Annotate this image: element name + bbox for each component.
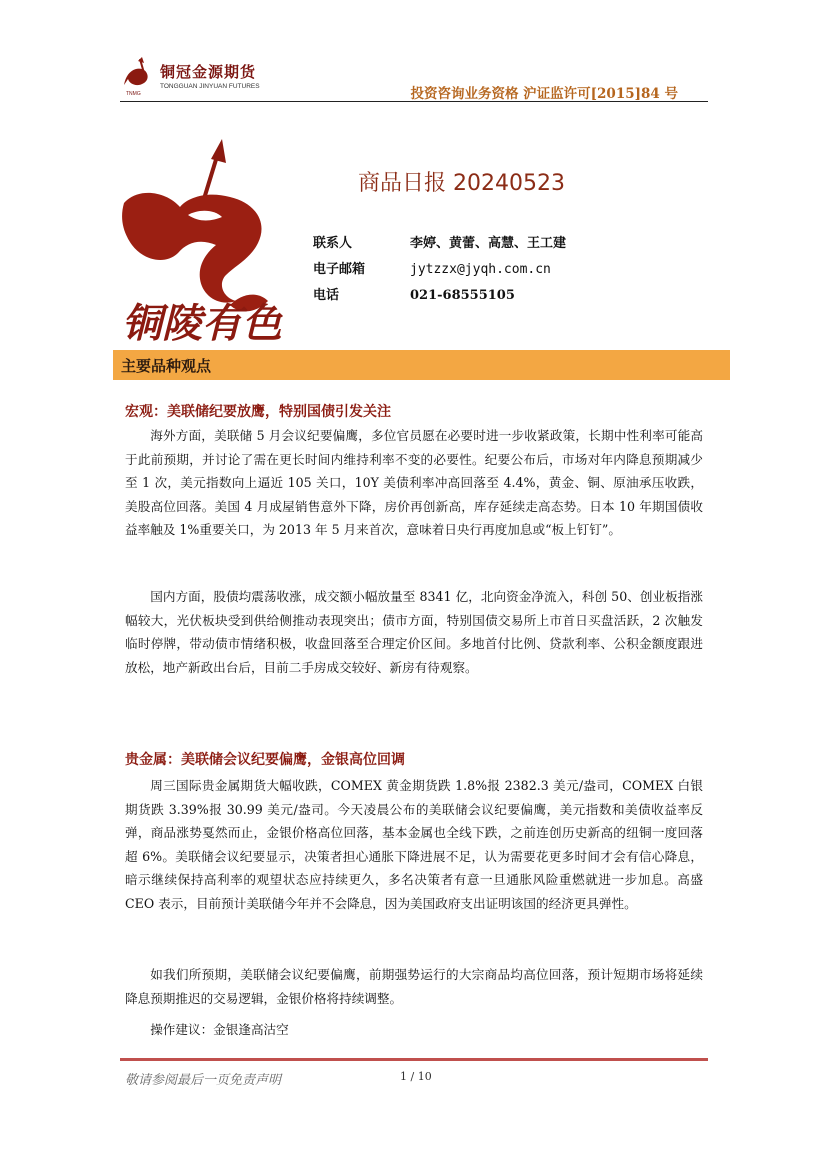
- license-text: 投资咨询业务资格 沪证监许可[2015]84 号: [410, 86, 678, 102]
- report-title: 商品日报 20240523: [358, 171, 565, 196]
- paragraph-macro-domestic: 国内方面，股债均震荡收涨，成交额小幅放量至 8341 亿，北向资金净流入，科创 50、创业板指涨幅较大，光伏板块受到供给侧推动表现突出；债市方面，特别国债交易所上市首日买盘活跃，2 次触发临时停牌，带动债市情绪积极，收盘回落至合理定价区间。多地首付比例、贷款利率、公积金额度跟进放松，地产新政出台后，目前二手房成交较好、新房有待观察。: [125, 589, 703, 675]
- paragraph-operation-advice: 操作建议：金银逢高沽空: [150, 1022, 289, 1037]
- company-abbr: TNMG: [126, 91, 141, 97]
- contact-person-label: 联系人: [313, 236, 353, 251]
- logo-mark-icon: [120, 55, 158, 95]
- page-number: 1 / 10: [400, 1070, 432, 1083]
- contact-person-value: 李婷、黄蕾、高慧、王工建: [410, 236, 567, 251]
- header-divider: [120, 101, 708, 102]
- contact-email-label: 电子邮箱: [313, 262, 366, 277]
- company-name-cn: 铜冠金源期货: [160, 63, 257, 81]
- banner-title: 主要品种观点: [121, 357, 212, 375]
- section-title-macro: 宏观：美联储纪要放鹰，特别国债引发关注: [125, 404, 391, 420]
- emblem-calligraphy: 铜陵有色: [122, 300, 282, 347]
- paragraph-precious-metals-outlook: 如我们所预期，美联储会议纪要偏鹰，前期强势运行的大宗商品均高位回落，预计短期市场将延续降息预期推迟的交易逻辑，金银价格将持续调整。: [125, 967, 703, 1006]
- company-name-en: TONGGUAN JINYUAN FUTURES: [160, 83, 260, 90]
- contact-phone-label: 电话: [313, 288, 340, 303]
- company-logo: [120, 55, 280, 101]
- footer-divider: [120, 1058, 708, 1061]
- paragraph-macro-overseas: 海外方面，美联储 5 月会议纪要偏鹰，多位官员愿在必要时进一步收紧政策，长期中性利率可能高于此前预期，并讨论了需在更长时间内维持利率不变的必要性。纪要公布后，市场对年内降息预期减少至 1 次，美元指数向上逼近 105 关口，10Y 美债利率冲高回落至 4.4%，黄金、铜、原油承压收跌，美股高位回落。美国 4 月成屋销售意外下降，房价再创新高，库存延续走高态势。日本 10 年期国债收益率触及 1%重要关口，为 2013 年 5 月来首次，意味着日央行再度加息或“板上钉钉”。: [125, 428, 703, 537]
- contact-phone-value: 021-68555105: [410, 288, 515, 303]
- emblem-icon: [118, 125, 288, 350]
- section-banner: [113, 350, 730, 380]
- footer-disclaimer-note: 敬请参阅最后一页免责声明: [125, 1073, 282, 1088]
- contact-email-value[interactable]: jytzzx@jyqh.com.cn: [410, 262, 551, 277]
- paragraph-precious-metals-market: 周三国际贵金属期货大幅收跌，COMEX 黄金期货跌 1.8%报 2382.3 美元/盎司，COMEX 白银期货跌 3.39%报 30.99 美元/盎司。今天凌晨公布的美联储会议纪要偏鹰，美元指数和美债收益率反弹，商品涨势戛然而止，金银价格高位回落，基本金属也全线下跌，之前连创历史新高的纽铜一度回落超 6%。美联储会议纪要显示，决策者担心通胀下降进展不足，认为需要花更多时间才会有信心降息，暗示继续保持高利率的观望状态应持续更久，多名决策者有意一旦通胀风险重燃就进一步加息。高盛 CEO 表示，目前预计美联储今年并不会降息，因为美国政府支出证明该国的经济更具弹性。: [125, 778, 703, 911]
- section-title-precious-metals: 贵金属：美联储会议纪要偏鹰，金银高位回调: [125, 752, 405, 768]
- company-emblem: [118, 125, 288, 350]
